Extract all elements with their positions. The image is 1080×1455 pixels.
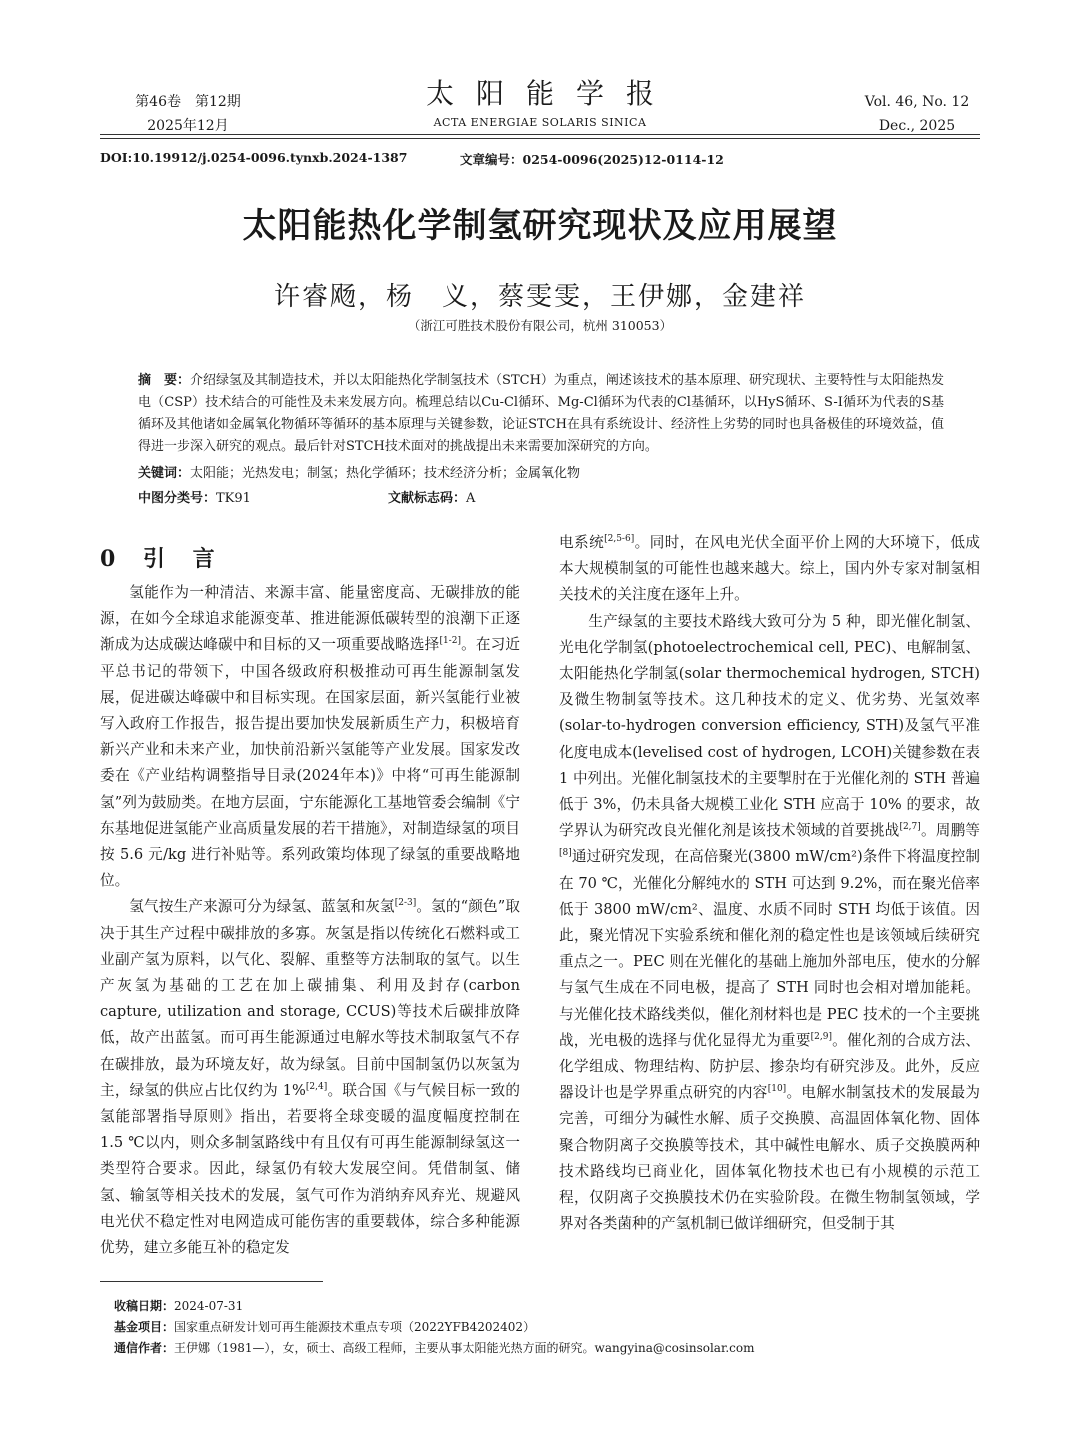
corr-value: 王伊娜（1981—），女，硕士、高级工程师，主要从事太阳能光热方面的研究。wangyina@cosinsolar.com — [174, 1341, 755, 1355]
article-label: 文章编号： — [460, 152, 523, 167]
masthead-right — [852, 90, 982, 138]
paragraph — [100, 894, 520, 1261]
volume-issue: 第46卷 第12期 — [135, 94, 241, 110]
received-date — [114, 1296, 755, 1317]
text-run: 。联合国《与气候目标一致的氢能部署指导原则》指出，若要将全球变暖的温度幅度控制在 1.5 ℃以内，则众多制氢路线中有且仅有可再生能源制绿氢这一类型符合要求。因此，绿氢仍有较大发展空间。凭借制氢、储氢、输氢等相关技术的发展，氢气可作为消纳弃风弃光、规避风电光伏不稳定性对电网造成可能伤害的重要载体，综合多种能源优势，建立多能互补的稳定发 — [100, 1081, 520, 1257]
author-list: 许睿飏，杨 义，蔡雯雯，王伊娜，金建祥 — [273, 282, 806, 312]
corr-label: 通信作者： — [114, 1341, 175, 1355]
clc-value: TK91 — [216, 491, 251, 506]
text-run: 氢气按生产来源可分为绿氢、蓝氢和灰氢 — [129, 898, 395, 916]
clc-label: 中图分类号： — [138, 491, 217, 506]
funding — [114, 1317, 755, 1338]
footnotes — [114, 1296, 755, 1359]
paragraph — [559, 609, 980, 1238]
citation: [8] — [559, 848, 572, 859]
text-run: 。电解水制氢技术的发展最为完善，可细分为碱性水解、质子交换膜、高温固体氧化物、固体聚合物阴离子交换膜等技术，其中碱性电解水、质子交换膜两种技术路线均已商业化，固体氧化物技术也已有小规模的示范工程，仅阴离子交换膜技术仍在实验阶段。在微生物制氢领域，学界对各类菌种的产氢机制已做详细研究，但受制于其 — [559, 1084, 980, 1233]
journal-title-en: ACTA ENERGIAE SOLARIS SINICA — [433, 116, 647, 129]
doc-code-label: 文献标志码： — [388, 491, 467, 506]
masthead-left — [118, 90, 258, 138]
classification — [138, 487, 251, 506]
doi-line — [100, 150, 407, 165]
received-value: 2024-07-31 — [174, 1299, 244, 1313]
doi-value: 10.19912/j.0254-0096.tynxb.2024-1387 — [132, 150, 408, 165]
document-code — [388, 487, 475, 506]
citation: [2-3] — [394, 898, 417, 909]
citation: [1-2] — [439, 636, 461, 647]
paragraph — [100, 580, 520, 894]
section-heading: 0 引 言 — [100, 546, 225, 572]
doc-code-value: A — [466, 491, 476, 506]
paper-title: 太阳能热化学制氢研究现状及应用展望 — [242, 206, 838, 246]
paragraph — [559, 530, 980, 609]
abstract-text: 介绍绿氢及其制造技术，并以太阳能热化学制氢技术（STCH）为重点，阐述该技术的基本原理、研究现状、主要特性与太阳能热发电（CSP）技术结合的可能性及未来发展方向。梳理总结以Cu-Cl循环、Mg-Cl循环为代表的Cl基循环，以HyS循环、S-I循环为代表的S基循环及其他诸如金属氧化物循环等循环的基本原理与关键参数，论证STCH在具有系统设计、经济性上劣势的同时也具备极佳的环境效益，值得进一步深入研究的观点。最后针对STCH技术面对的挑战提出未来需要加深研究的方向。 — [138, 373, 944, 454]
citation: [2,5-6] — [604, 534, 635, 544]
abstract-label: 摘 要： — [138, 373, 191, 388]
affiliation: （浙江可胜技术股份有限公司，杭州 310053） — [407, 318, 673, 333]
text-run: 。周鹏等 — [920, 822, 980, 840]
text-run: 电系统 — [559, 534, 605, 551]
footnote-rule — [100, 1281, 323, 1282]
masthead-rule-thin — [100, 138, 980, 139]
text-run: 生产绿氢的主要技术路线大致可分为 5 种，即光催化制氢、光电化学制氢(photoelectrochemical cell, PEC)、电解制氢、太阳能热化学制氢(solar thermochemical hydrogen, STCH)及微生物制氢等技术。这几种技术的定义、优劣势、光氢效率(solar-to-hydrogen conversion efficiency, STH)及氢气平准化度电成本(levelised cost of hydrogen, LCOH)关键参数在表 1 中列出。光催化制氢技术的主要掣肘在于光催化剂的 STH 普遍低于 3%，仍未具备大规模工业化 STH 应高于 10% 的要求，故学界认为研究改良光催化剂是该技术领域的首要挑战 — [559, 612, 980, 840]
journal-title-cn: 太阳能学报 — [425, 77, 676, 110]
fund-value: 国家重点研发计划可再生能源技术重点专项（2022YFB4202402） — [174, 1320, 536, 1334]
text-run: 。同时，在风电光伏全面平价上网的大环境下，低成本大规模制氢的可能性也越来越大。综上，国内外专家对制氢相关技术的关注度在逐年上升。 — [559, 534, 980, 604]
citation: [2,9] — [810, 1031, 832, 1042]
text-run: 。氢的“颜色”取决于其生产过程中碳排放的多寡。灰氢是指以传统化石燃料或工业副产氢为原料，以气化、裂解、重整等方法制取的氢气。以生产灰氢为基础的工艺在加上碳捕集、利用及封存(carbon capture, utilization and storage, CCUS)等技术后碳排放降低，故产出蓝氢。而可再生能源通过电解水等技术制取氢气不存在碳排放，最为环境友好，故为绿氢。目前中国制氢仍以灰氢为主，绿氢的供应占比仅约为 1% — [100, 898, 520, 1099]
keywords-text: 太阳能；光热发电；制氢；热化学循环；技术经济分析；金属氧化物 — [190, 466, 581, 481]
text-run: 。催化剂的合成方法、化学组成、物理结构、防护层、掺杂均有研究涉及。此外，反应器设计也是学界重点研究的内容 — [559, 1031, 980, 1102]
citation: [2,7] — [899, 822, 921, 833]
abstract — [138, 370, 944, 458]
masthead-center — [380, 76, 700, 129]
article-number: 0254-0096(2025)12-0114-12 — [522, 152, 724, 167]
citation: [2,4] — [305, 1081, 328, 1092]
article-number-line — [460, 150, 724, 168]
body-column-right — [559, 530, 980, 1237]
body-column-left — [100, 580, 520, 1261]
fund-label: 基金项目： — [114, 1320, 175, 1334]
date-en: Dec., 2025 — [878, 118, 956, 134]
masthead-rule-thick — [100, 134, 980, 135]
received-label: 收稿日期： — [114, 1299, 175, 1313]
keywords — [138, 462, 944, 481]
text-run: 。在习近平总书记的带领下，中国各级政府积极推动可再生能源制氢发展，促进碳达峰碳中和目标实现。在国家层面，新兴氢能行业被写入政府工作报告，报告提出要加快发展新质生产力，积极培育新兴产业和未来产业，加快前沿新兴氢能等产业发展。国家发改委在《产业结构调整指导目录(2024年本)》中将“可再生能源制氢”列为鼓励类。在地方层面，宁东能源化工基地管委会编制《宁东基地促进氢能产业高质量发展的若干措施》，对制造绿氢的项目按 5.6 元/kg 进行补贴等。系列政策均体现了绿氢的重要战略地位。 — [100, 636, 520, 890]
citation: [10] — [767, 1084, 787, 1095]
date-cn: 2025年12月 — [147, 118, 229, 134]
text-run: 通过研究发现，在高倍聚光(3800 mW/cm²)条件下将温度控制在 70 ℃，光催化分解纯水的 STH 可达到 9.2%，而在聚光倍率低于 3800 mW/cm²、温度、水质不同时 STH 均低于该值。因此，聚光情况下实验系统和催化剂的稳定性也是该领域后续研究重点之一。PEC 则在光催化的基础上施加外部电压，使水的分解与氢气生成在不同电极，提高了 STH 同时也会相对增加能耗。与光催化技术路线类似，催化剂材料也是 PEC 技术的一个主要挑战，光电极的选择与优化显得尤为重要 — [559, 848, 980, 1049]
volume-en: Vol. 46, No. 12 — [864, 94, 970, 110]
doi-label: DOI: — [100, 150, 133, 165]
keywords-label: 关键词： — [138, 466, 191, 481]
text-run: 氢能作为一种清洁、来源丰富、能量密度高、无碳排放的能源，在如今全球追求能源变革、推进能源低碳转型的浪潮下正逐渐成为达成碳达峰碳中和目标的又一项重要战略选择 — [100, 584, 520, 654]
corresponding-author — [114, 1338, 755, 1359]
